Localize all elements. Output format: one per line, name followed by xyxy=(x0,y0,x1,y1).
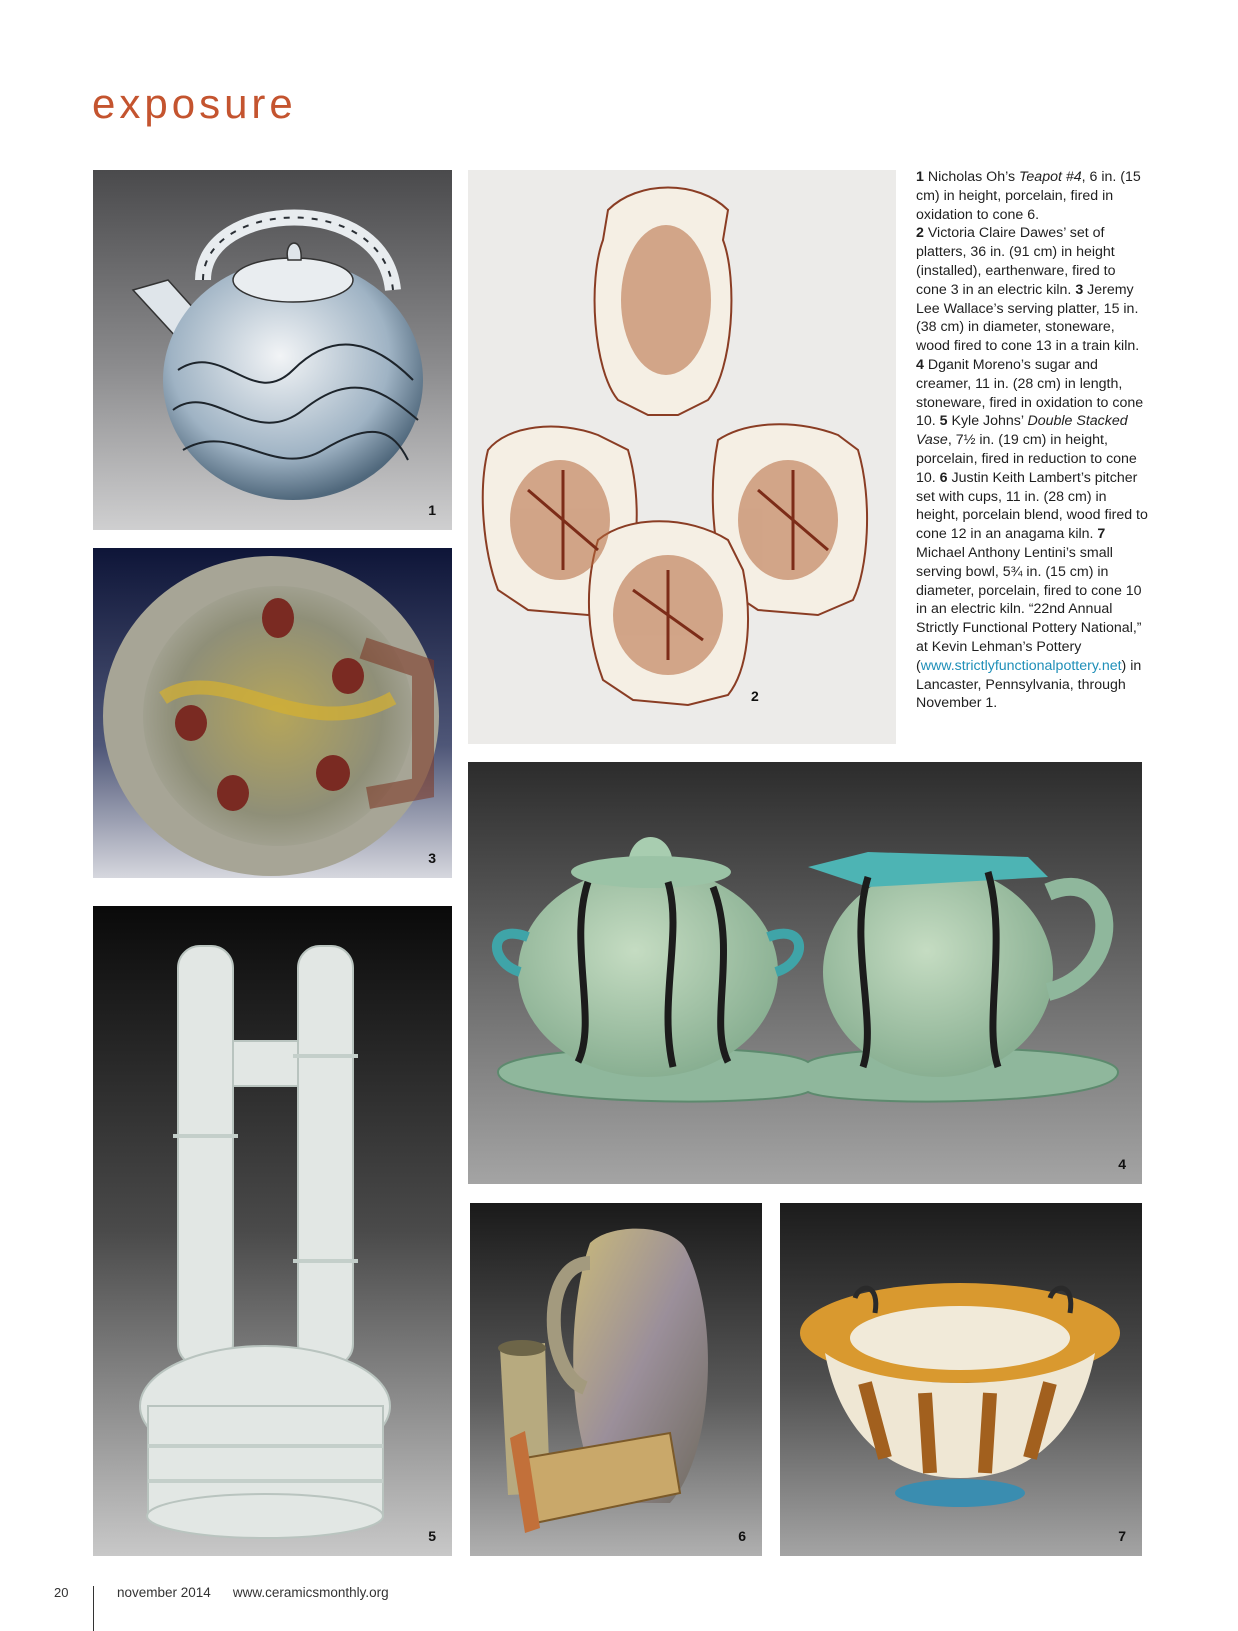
photo-number: 3 xyxy=(428,850,436,866)
caption-segment: Jeremy Lee Wallace’s serving platter, 15 in. (38 cm) in diameter, stoneware, wood fired to cone 13 in a train kiln. xyxy=(916,281,1140,355)
artwork-title: Teapot #4 xyxy=(1019,169,1082,185)
caption-segment: , 7½ in. (19 cm) in height, porcelain, fired in reduction to cone 10. xyxy=(916,432,1137,486)
photo-5-double-stacked-vase xyxy=(93,906,452,1556)
platters-illustration xyxy=(468,170,896,744)
photo-3-serving-platter xyxy=(93,548,452,878)
photo-1-teapot xyxy=(93,170,452,530)
caption-number: 6 xyxy=(939,469,948,486)
caption-segment: Dganit Moreno’s sugar and creamer, 11 in. (28 cm) in length, stoneware, fired in oxidation to cone 10. xyxy=(916,356,1144,430)
bowl-illustration xyxy=(780,1203,1142,1556)
caption-number: 5 xyxy=(939,413,948,430)
footer-divider xyxy=(93,1586,94,1631)
photo-number: 2 xyxy=(751,688,759,704)
caption-number: 3 xyxy=(1075,281,1084,298)
caption-segment: ) in Lancaster, Pennsylvania, through November 1. xyxy=(916,657,1142,712)
footer xyxy=(117,1585,411,1600)
caption-number: 1 xyxy=(916,169,924,185)
artwork-title: Double Stacked Vase xyxy=(916,413,1128,449)
exhibition-link[interactable]: www.strictlyfunctionalpottery.net xyxy=(920,657,1122,674)
caption-segment: , 6 in. (15 cm) in height, porcelain, fired in oxidation to cone 6. xyxy=(916,169,1141,223)
serving-platter-illustration xyxy=(93,548,452,878)
photo-number: 7 xyxy=(1118,1528,1126,1544)
caption-segment: Nicholas Oh’s xyxy=(923,169,1020,185)
caption-number: 7 xyxy=(1097,526,1106,543)
photo-4-sugar-and-creamer xyxy=(468,762,1142,1184)
issue-date: november 2014 xyxy=(117,1585,211,1600)
website-link[interactable]: www.ceramicsmonthly.org xyxy=(232,1585,389,1600)
caption-number: 4 xyxy=(916,356,924,373)
photo-6-pitcher-set xyxy=(470,1203,762,1556)
photo-number: 1 xyxy=(428,502,436,518)
caption-text xyxy=(916,168,1148,713)
photo-2-platters xyxy=(468,170,896,744)
photo-7-serving-bowl xyxy=(780,1203,1142,1556)
page-number: 20 xyxy=(54,1585,69,1600)
caption-segment: Victoria Claire Dawes’ set of platters, 36 in. (91 cm) in height (installed), earthenware, fired to cone 3 in an electric kiln. xyxy=(916,225,1116,298)
sugar-creamer-illustration xyxy=(468,762,1142,1184)
caption-number: 2 xyxy=(916,225,924,242)
pitcher-illustration xyxy=(470,1203,762,1556)
caption-segment: Justin Keith Lambert’s pitcher set with cups, 11 in. (28 cm) in height, porcelain blend, wood fired to cone 12 in an anagama kiln. xyxy=(916,469,1148,543)
caption-segment: Michael Anthony Lentini’s small serving bowl, 5¾ in. (15 cm) in diameter, porcelain, fired to cone 10 in an electric kiln. “22nd Annual Strictly Functional Pottery National,” at Kevin Lehman’s Pottery ( xyxy=(916,544,1142,674)
section-title: exposure xyxy=(92,80,297,127)
teapot-illustration xyxy=(93,170,452,530)
vase-illustration xyxy=(93,906,452,1556)
photo-number: 4 xyxy=(1118,1156,1126,1172)
photo-number: 5 xyxy=(428,1528,436,1544)
caption-segment: Kyle Johns’ xyxy=(947,413,1028,430)
photo-number: 6 xyxy=(738,1528,746,1544)
